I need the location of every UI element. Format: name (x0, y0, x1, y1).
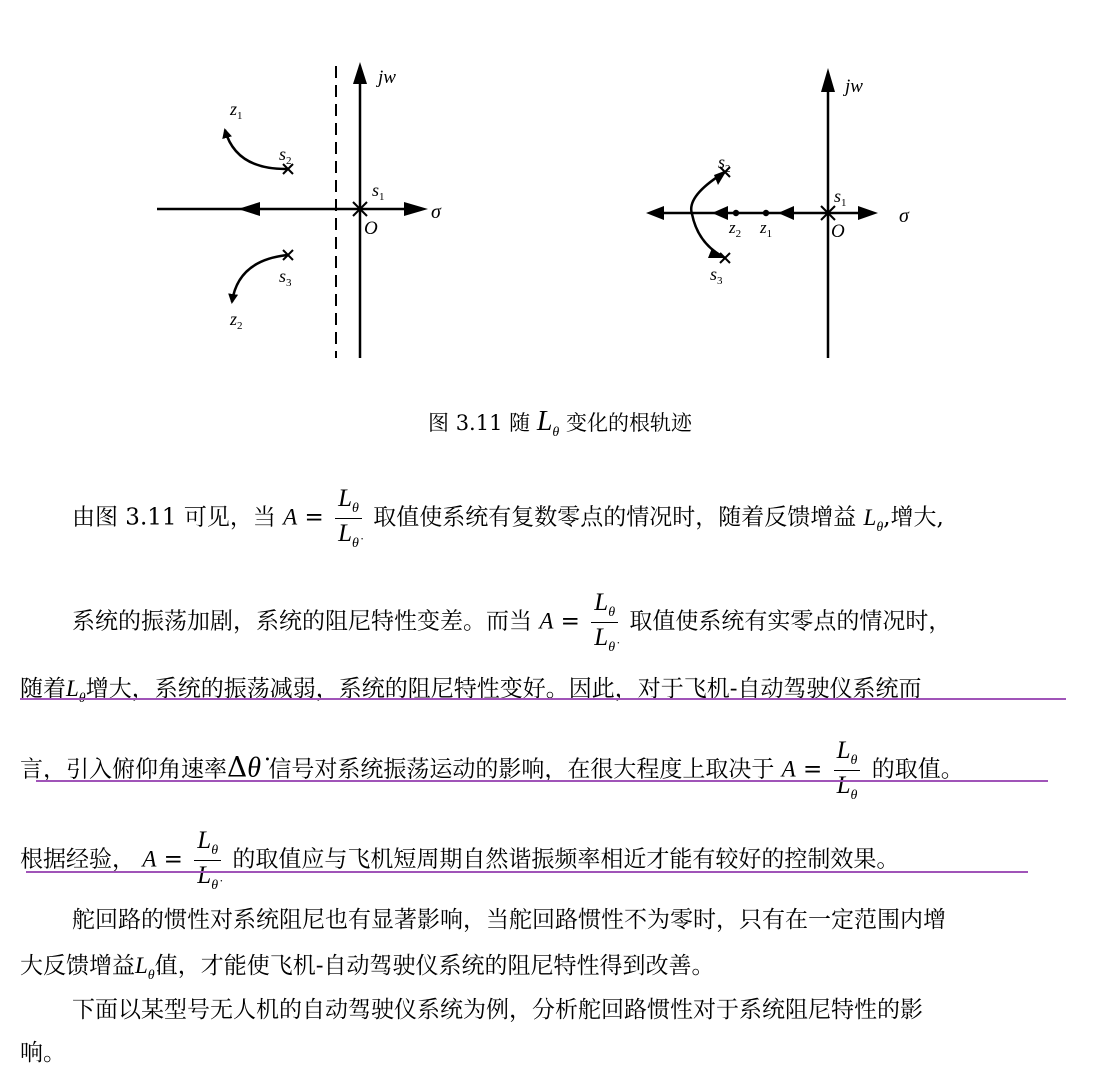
left-sigma-arrowhead (404, 202, 428, 216)
left-s2-label: $s_2$ (279, 144, 292, 167)
fraction-numerator: $L_\theta$ (591, 588, 618, 623)
paragraph-line-2 (72, 588, 951, 657)
right-jw-label: jw (845, 76, 863, 97)
math-A: A (781, 756, 796, 782)
right-arrow-2 (778, 206, 794, 220)
math-L-theta: $L_\theta$ (66, 676, 86, 706)
text-span: 增大，系统的振荡减弱，系统的阻尼特性变好。因此，对于飞机-自动驾驶仪系统而 (85, 676, 922, 702)
annotation-underline-3 (26, 871, 1028, 873)
fraction-L-theta-over-L-thetadot (335, 484, 362, 553)
left-z2-label: $z_2$ (230, 309, 243, 332)
text-span: 随着 (20, 676, 66, 702)
caption-suffix: 变化的根轨迹 (559, 411, 692, 435)
fraction-L-theta-over-L-theta (834, 736, 861, 805)
left-s3-label: $s_3$ (279, 266, 292, 289)
math-L-thetadot: $L_{\thetȧ}$ (135, 953, 155, 983)
fraction-L-theta-over-L-thetadot (591, 588, 618, 657)
right-s2-label: $s_2$ (718, 152, 731, 175)
text-span: 取值使系统有复数零点的情况时，随着反馈增益 (373, 504, 857, 531)
left-s1-label: $s_1$ (372, 180, 385, 203)
fraction-numerator: $L_\theta$ (194, 826, 221, 861)
caption-sub: θ (552, 425, 560, 440)
right-origin-label: O (831, 221, 845, 242)
root-locus-figure (0, 0, 1120, 400)
caption-prefix: 图 3.11 随 (428, 411, 537, 435)
math-A: A (142, 846, 157, 872)
right-left-arrowhead (646, 206, 664, 220)
fraction-numerator: $L_\theta$ (335, 484, 362, 519)
text-span: 由图 3.11 可见，当 (72, 504, 276, 531)
left-root-locus (157, 62, 442, 358)
text-span: 舵回路的惯性对系统阻尼也有显著影响，当舵回路惯性不为零时，只有在一定范围内增 (72, 907, 946, 933)
fraction-denominator: $L_{\thetȧ}$ (594, 624, 616, 655)
left-sigma-label: σ (431, 201, 441, 223)
text-span: 取值使系统有实零点的情况时， (629, 608, 952, 635)
text-span: 根据经验， (20, 846, 135, 873)
annotation-underline-2 (36, 780, 1048, 782)
fraction-denominator: $L_\theta$ (836, 772, 858, 803)
right-arrow-1 (712, 206, 728, 220)
text-span: 系统的振荡加剧，系统的阻尼特性变差。而当 (72, 608, 532, 635)
math-eq: = (297, 504, 332, 531)
caption-var: L (536, 406, 553, 437)
text-span: 的取值应与飞机短周期自然谐振频率相近才能有较好的控制效果。 (232, 846, 900, 873)
right-s1-label: $s_1$ (834, 186, 847, 209)
paragraph-line-6 (72, 903, 946, 937)
math-delta: Δ (227, 750, 248, 784)
right-sigma-arrowhead (858, 206, 878, 220)
text-span: 值，才能使飞机-自动驾驶仪系统的阻尼特性得到改善。 (154, 953, 715, 979)
paragraph-line-1 (72, 484, 944, 553)
fraction-denominator: $L_{\thetȧ}$ (338, 520, 359, 551)
right-z2-label: $z_2$ (729, 218, 742, 240)
text-span: 信号对系统振荡运动的影响，在很大程度上取决于 (268, 756, 775, 783)
fraction-L-theta-over-L-thetadot (194, 826, 221, 895)
left-origin-label: O (364, 218, 378, 239)
math-A: A (539, 608, 554, 634)
right-root-locus (646, 68, 910, 358)
left-locus-arrow (238, 202, 260, 216)
math-eq: = (553, 608, 588, 635)
text-span: 言，引入俯仰角速率 (20, 756, 227, 783)
paragraph-line-9 (20, 1036, 66, 1070)
right-jw-arrowhead (821, 68, 835, 92)
math-thetadot: θ̇ (247, 752, 261, 784)
math-eq: = (795, 756, 830, 783)
fraction-numerator: $L_\theta$ (834, 736, 861, 771)
text-span: ,增大, (883, 504, 944, 531)
paragraph-line-3 (20, 672, 921, 710)
text-span: 下面以某型号无人机的自动驾驶仪系统为例，分析舵回路惯性对于系统阻尼特性的影 (72, 997, 923, 1023)
figure-caption (0, 405, 1120, 444)
paragraph-line-7 (20, 949, 714, 987)
right-zero-z1 (763, 210, 769, 216)
right-s3-label: $s_3$ (710, 264, 723, 287)
right-sigma-label: σ (899, 205, 909, 227)
text-span: 大反馈增益 (20, 953, 135, 979)
text-span: 响。 (20, 1040, 66, 1066)
annotation-underline-1 (20, 698, 1066, 700)
math-A: A (283, 504, 298, 530)
math-eq: = (156, 846, 191, 873)
right-z1-label: $z_1$ (760, 218, 773, 240)
paragraph-line-8 (72, 993, 923, 1027)
math-L-thetadot: $L_{\thetȧ}$ (863, 504, 884, 535)
left-z1-label: $z_1$ (230, 99, 243, 122)
fraction-denominator: $L_{\thetȧ}$ (197, 862, 219, 893)
left-jw-label: jw (378, 67, 396, 88)
paragraph-line-5 (20, 826, 899, 895)
right-zero-z2 (733, 210, 739, 216)
left-jw-arrowhead (353, 62, 367, 84)
text-span: 的取值。 (871, 756, 964, 783)
paragraph-line-4 (20, 736, 964, 805)
